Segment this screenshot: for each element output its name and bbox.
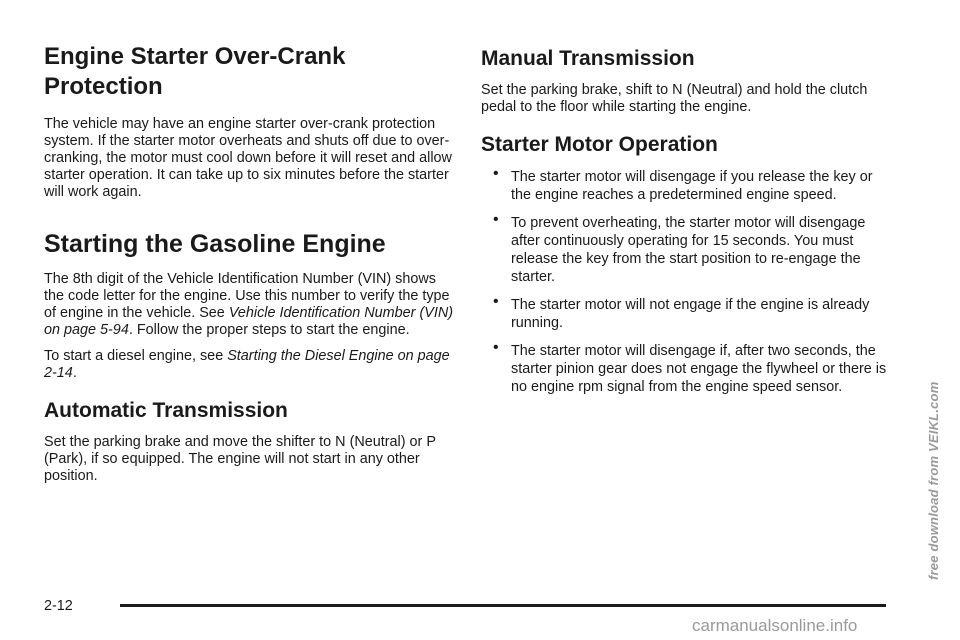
footer-rule [120, 604, 886, 607]
bullet-text: The starter motor will not engage if the engine is already running. [511, 297, 870, 331]
heading-automatic-transmission: Automatic Transmission [44, 399, 288, 422]
heading-manual-transmission: Manual Transmission [481, 47, 695, 70]
bullet-icon: • [493, 211, 499, 228]
paragraph-automatic: Set the parking brake and move the shifter to N (Neutral) or P (Park), if so equipped. The engine will not start in any other position. [44, 434, 436, 484]
diesel-link[interactable]: Starting the Diesel Engine on page 2-14 [44, 348, 450, 381]
bullet-icon: • [493, 165, 499, 182]
bullet-text: The starter motor will disengage if you release the key or the engine reaches a predetermined engine speed. [511, 169, 873, 203]
bullet-text: The starter motor will disengage if, after two seconds, the starter pinion gear does not engage the flywheel or there is no engine rpm signal from the engine speed sensor. [511, 343, 887, 395]
page-number: 2-12 [44, 598, 73, 614]
right-column [481, 42, 891, 396]
vertical-watermark [926, 340, 956, 580]
list-item [481, 293, 891, 332]
watermark-text: free download from VEIKL.com [926, 381, 941, 580]
heading-gasoline-engine: Starting the Gasoline Engine [44, 230, 386, 258]
starter-bullet-list [481, 165, 891, 396]
paragraph-manual: Set the parking brake, shift to N (Neutral) and hold the clutch pedal to the floor while starting the engine. [481, 82, 868, 115]
diesel-text-a: To start a diesel engine, see [44, 348, 228, 364]
bullet-icon: • [493, 293, 499, 310]
bullet-text: To prevent overheating, the starter motor will disengage after continuously operating for 15 seconds. You must release the key from the start position to re-engage the starter. [511, 215, 866, 285]
vin-text-a: The 8th digit of the Vehicle Identification Number (VIN) shows the code letter for the engine. Use this number to verify the type of engine in the vehicle. See [44, 271, 450, 321]
list-item [481, 165, 891, 204]
vin-text-b: . Follow the proper steps to start the engine. [128, 322, 410, 338]
paragraph-diesel [44, 348, 454, 382]
heading-starter-motor: Starter Motor Operation [481, 133, 718, 156]
list-item [481, 339, 891, 396]
heading-over-crank: Engine Starter Over-Crank Protection [44, 43, 346, 100]
list-item [481, 211, 891, 286]
paragraph-vin [44, 271, 454, 339]
vin-link[interactable]: Vehicle Identification Number (VIN) on page 5-94 [44, 305, 454, 338]
site-watermark: carmanualsonline.info [692, 616, 858, 635]
left-column [44, 42, 454, 485]
diesel-text-b: . [72, 365, 77, 381]
paragraph-over-crank: The vehicle may have an engine starter over-crank protection system. If the starter motor overheats and shuts off due to over-cranking, the motor must cool down before it will reset and allow starter operation. It can take up to six minutes before the starter will work again. [44, 116, 452, 200]
bullet-icon: • [493, 339, 499, 356]
